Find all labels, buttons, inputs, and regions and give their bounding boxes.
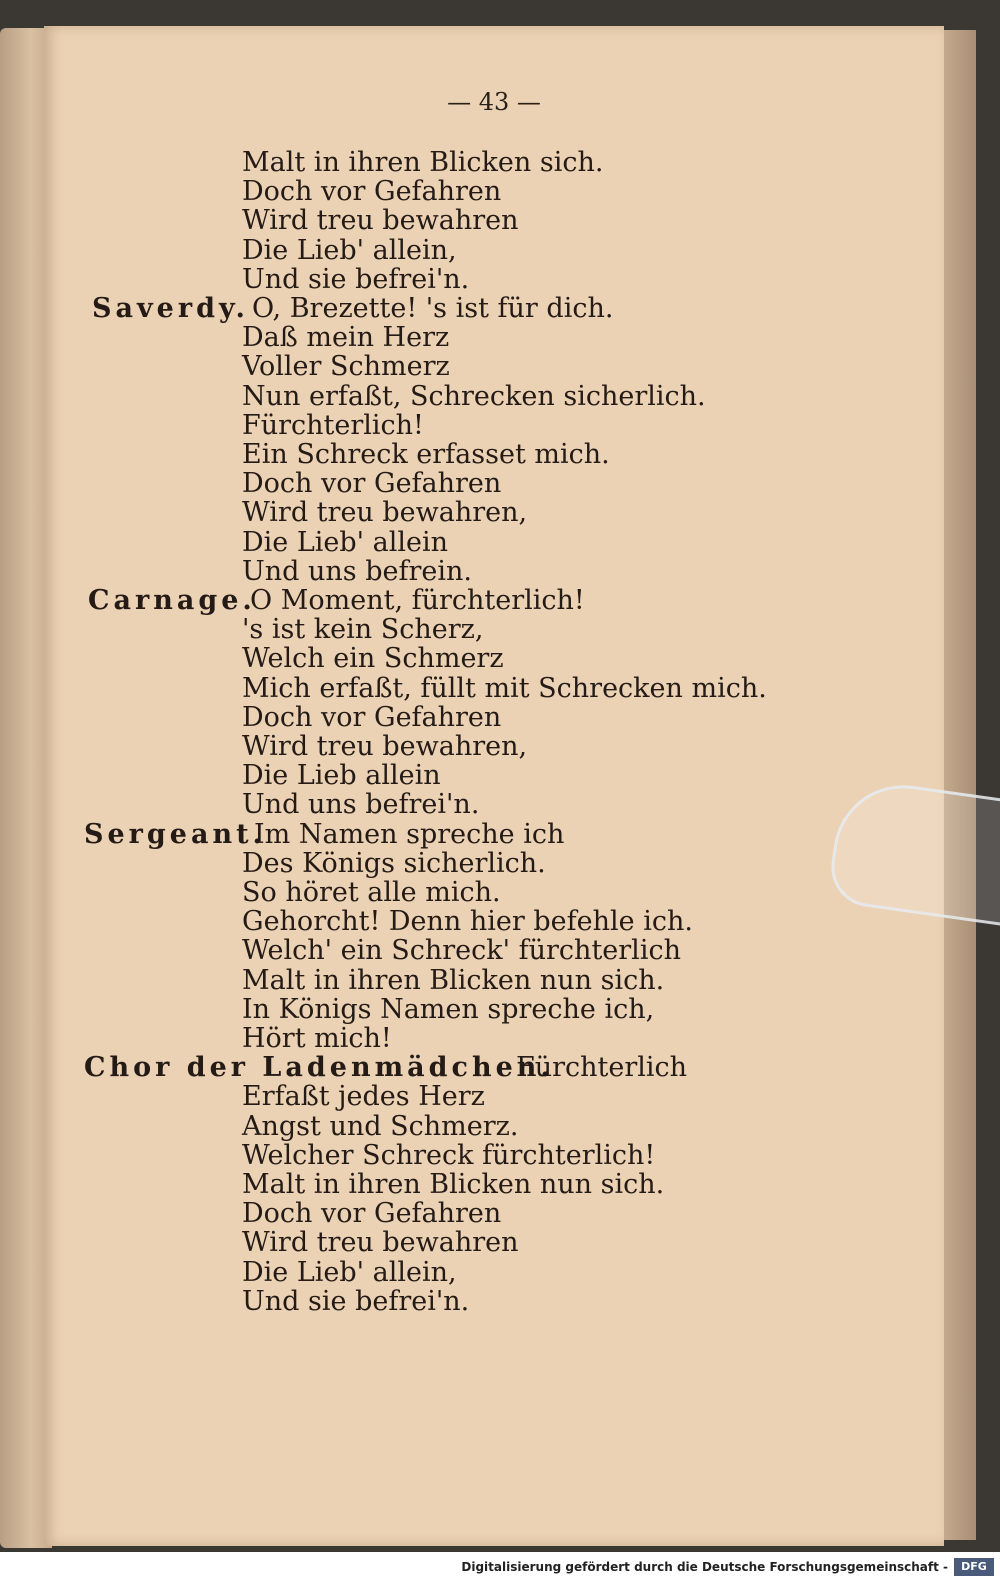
verse-text: Malt in ihren Blicken sich. — [242, 147, 604, 178]
verse-text: Nun erfaßt, Schrecken sicherlich. — [242, 380, 706, 412]
footer-credit: Digitalisierung gefördert durch die Deutsche Forschungsgemeinschaft - — [461, 1560, 948, 1574]
verse-text: Fürchterlich! — [242, 409, 424, 441]
verse-line — [44, 1170, 944, 1199]
verse-text: Die Lieb allein — [242, 760, 441, 792]
verse-text: Doch vor Gefahren — [242, 1198, 502, 1230]
verse-text: Doch vor Gefahren — [242, 701, 502, 733]
verse-text: Malt in ihren Blicken nun sich. — [242, 964, 665, 996]
speaker-name: Chor der Ladenmädchen. — [84, 1052, 554, 1084]
verse-line — [44, 849, 944, 878]
verse-text: Angst und Schmerz. — [242, 1110, 519, 1142]
verse-line — [44, 1112, 944, 1141]
verse-line — [44, 1228, 944, 1257]
book-page — [44, 26, 944, 1546]
verse-text: Ein Schreck erfasset mich. — [242, 439, 610, 470]
verse-line — [44, 148, 944, 177]
verse-line — [44, 732, 944, 761]
verse-line — [44, 1199, 944, 1228]
verse-lines — [44, 26, 944, 1546]
verse-line — [44, 236, 944, 265]
verse-line — [44, 382, 944, 411]
verse-text: Voller Schmerz — [242, 351, 450, 383]
footer-bar — [0, 1552, 1000, 1582]
verse-text: Fürchterlich — [516, 1052, 688, 1084]
speaker-name: Sergeant. — [84, 818, 266, 850]
verse-line — [44, 820, 944, 849]
verse-line — [44, 1024, 944, 1053]
verse-text: Welch ein Schmerz — [242, 643, 504, 675]
verse-line — [44, 440, 944, 469]
verse-text: Doch vor Gefahren — [242, 176, 502, 208]
verse-line — [44, 878, 944, 907]
verse-text: Wird treu bewahren — [242, 205, 519, 237]
verse-line — [44, 1082, 944, 1111]
verse-text: Hört mich! — [242, 1023, 392, 1054]
verse-line — [44, 586, 944, 615]
verse-line — [44, 615, 944, 644]
verse-text: Und sie befrei'n. — [242, 263, 470, 295]
verse-text: Erfaßt jedes Herz — [242, 1081, 485, 1113]
verse-line — [44, 411, 944, 440]
verse-line — [44, 995, 944, 1024]
verse-text: Malt in ihren Blicken nun sich. — [242, 1169, 665, 1200]
verse-text: Wird treu bewahren, — [242, 731, 528, 762]
page-number: — 43 — — [447, 88, 541, 116]
verse-text: Und uns befrei'n. — [242, 789, 480, 821]
verse-text: Welcher Schreck fürchterlich! — [242, 1139, 656, 1171]
verse-line — [44, 703, 944, 732]
verse-line — [44, 966, 944, 995]
verse-line — [44, 1258, 944, 1287]
verse-text: Im Namen spreche ich — [254, 818, 565, 850]
verse-line — [44, 206, 944, 235]
verse-text: Doch vor Gefahren — [242, 468, 502, 500]
verse-text: In Königs Namen spreche ich, — [242, 993, 655, 1025]
verse-line — [44, 469, 944, 498]
verse-line — [44, 528, 944, 557]
verse-text: Die Lieb' allein, — [242, 234, 457, 266]
speaker-name: Carnage. — [88, 585, 256, 616]
verse-line — [44, 1053, 944, 1082]
verse-line — [44, 265, 944, 294]
verse-line — [44, 644, 944, 673]
verse-text: Gehorcht! Denn hier befehle ich. — [242, 906, 693, 938]
verse-line — [44, 557, 944, 586]
verse-text: Des Königs sicherlich. — [242, 847, 546, 879]
verse-line — [44, 936, 944, 965]
dfg-logo: DFG — [954, 1558, 994, 1576]
verse-text: So höret alle mich. — [242, 877, 501, 908]
verse-line — [44, 1141, 944, 1170]
verse-line — [44, 294, 944, 323]
verse-line — [44, 352, 944, 381]
speaker-name: Saverdy. — [92, 293, 249, 324]
verse-text: Mich erfaßt, füllt mit Schrecken mich. — [242, 672, 767, 704]
verse-text: Welch' ein Schreck' fürchterlich — [242, 935, 681, 967]
verse-line — [44, 674, 944, 703]
verse-line — [44, 1287, 944, 1316]
verse-line — [44, 323, 944, 352]
verse-text: Die Lieb' allein — [242, 526, 449, 558]
verse-text: Daß mein Herz — [242, 322, 450, 354]
verse-line — [44, 761, 944, 790]
verse-line — [44, 177, 944, 206]
verse-text: 's ist kein Scherz, — [242, 614, 484, 646]
verse-text: O, Brezette! 's ist für dich. — [252, 293, 614, 324]
verse-text: O Moment, fürchterlich! — [250, 585, 585, 616]
verse-text: Die Lieb' allein, — [242, 1256, 457, 1288]
verse-line — [44, 790, 944, 819]
verse-text: Und sie befrei'n. — [242, 1285, 470, 1317]
verse-line — [44, 907, 944, 936]
verse-text: Wird treu bewahren, — [242, 497, 528, 529]
verse-text: Wird treu bewahren — [242, 1227, 519, 1259]
verse-text: Und uns befrein. — [242, 555, 472, 587]
verse-line — [44, 498, 944, 527]
